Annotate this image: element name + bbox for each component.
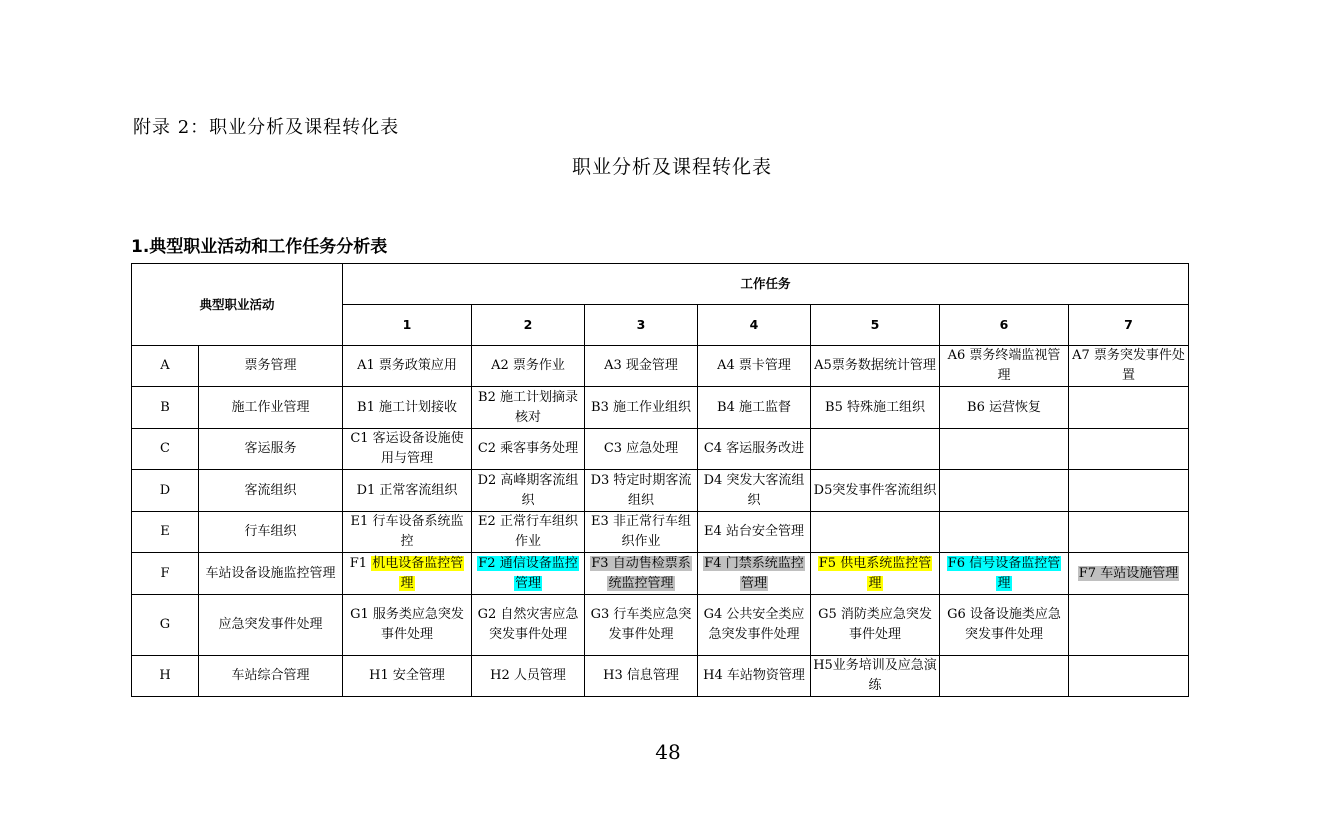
task-cell: B6 运营恢复 <box>940 387 1069 429</box>
row-code: G <box>132 595 199 656</box>
task-cell <box>1069 429 1189 470</box>
row-code: F <box>132 553 199 595</box>
task-cell <box>811 553 940 595</box>
task-cell: H3 信息管理 <box>585 656 698 697</box>
table-row <box>132 553 1189 595</box>
task-column-header: 2 <box>472 305 585 346</box>
task-cell: D1 正常客流组织 <box>343 470 472 512</box>
activity-cell: 施工作业管理 <box>199 387 343 429</box>
activity-cell: 应急突发事件处理 <box>199 595 343 656</box>
task-cell <box>811 429 940 470</box>
task-code: F1 <box>349 555 372 571</box>
highlighted-task-text: F3 自动售检票系统监控管理 <box>591 555 691 591</box>
task-cell: H5业务培训及应急演练 <box>811 656 940 697</box>
activity-cell: 票务管理 <box>199 346 343 387</box>
task-cell <box>1069 387 1189 429</box>
task-column-header: 7 <box>1069 305 1189 346</box>
task-cell: E2 正常行车组织作业 <box>472 512 585 553</box>
task-cell: E1 行车设备系统监控 <box>343 512 472 553</box>
page-number: 48 <box>655 740 681 764</box>
task-column-header: 4 <box>698 305 811 346</box>
task-cell: C4 客运服务改进 <box>698 429 811 470</box>
task-cell: D3 特定时期客流组织 <box>585 470 698 512</box>
task-cell: D4 突发大客流组织 <box>698 470 811 512</box>
activity-cell: 车站综合管理 <box>199 656 343 697</box>
task-cell: G3 行车类应急突发事件处理 <box>585 595 698 656</box>
task-cell: C3 应急处理 <box>585 429 698 470</box>
task-column-header: 6 <box>940 305 1069 346</box>
task-cell <box>940 553 1069 595</box>
task-column-header: 5 <box>811 305 940 346</box>
task-cell: G5 消防类应急突发事件处理 <box>811 595 940 656</box>
row-code: A <box>132 346 199 387</box>
task-cell <box>1069 553 1189 595</box>
task-cell: A3 现金管理 <box>585 346 698 387</box>
section-title: 1.典型职业活动和工作任务分析表 <box>131 237 388 257</box>
task-cell: D2 高峰期客流组织 <box>472 470 585 512</box>
document-title: 职业分析及课程转化表 <box>571 156 772 178</box>
table-row <box>132 387 1189 429</box>
appendix-label: 附录 2：职业分析及课程转化表 <box>133 117 400 138</box>
task-cell: H2 人员管理 <box>472 656 585 697</box>
task-cell <box>1069 512 1189 553</box>
activity-cell: 行车组织 <box>199 512 343 553</box>
task-cell: B1 施工计划接收 <box>343 387 472 429</box>
highlighted-task-text: F7 车站设施管理 <box>1078 565 1179 581</box>
task-cell: G4 公共安全类应急突发事件处理 <box>698 595 811 656</box>
task-cell: B4 施工监督 <box>698 387 811 429</box>
task-column-header: 1 <box>343 305 472 346</box>
table-row <box>132 346 1189 387</box>
row-code: H <box>132 656 199 697</box>
task-cell <box>343 553 472 595</box>
activity-cell: 客运服务 <box>199 429 343 470</box>
task-cell: G6 设备设施类应急突发事件处理 <box>940 595 1069 656</box>
task-cell: A4 票卡管理 <box>698 346 811 387</box>
row-code: E <box>132 512 199 553</box>
highlighted-task-text: F4 门禁系统监控管理 <box>704 555 804 591</box>
task-cell: E3 非正常行车组织作业 <box>585 512 698 553</box>
table-row <box>132 656 1189 697</box>
task-cell: A6 票务终端监视管理 <box>940 346 1069 387</box>
task-cell: E4 站台安全管理 <box>698 512 811 553</box>
task-cell <box>811 512 940 553</box>
task-cell <box>585 553 698 595</box>
task-cell: B2 施工计划摘录核对 <box>472 387 585 429</box>
analysis-table <box>131 263 1189 697</box>
task-cell: C2 乘客事务处理 <box>472 429 585 470</box>
row-code: D <box>132 470 199 512</box>
highlighted-task-text: F5 供电系统监控管理 <box>818 555 932 591</box>
task-cell <box>940 470 1069 512</box>
task-cell: A7 票务突发事件处置 <box>1069 346 1189 387</box>
task-cell <box>1069 595 1189 656</box>
highlighted-task-text: F6 信号设备监控管理 <box>947 555 1061 591</box>
activity-cell: 客流组织 <box>199 470 343 512</box>
task-cell: B3 施工作业组织 <box>585 387 698 429</box>
row-code: C <box>132 429 199 470</box>
task-cell: A1 票务政策应用 <box>343 346 472 387</box>
task-column-header: 3 <box>585 305 698 346</box>
table-row <box>132 470 1189 512</box>
task-cell <box>1069 470 1189 512</box>
task-cell <box>940 512 1069 553</box>
task-cell: G1 服务类应急突发事件处理 <box>343 595 472 656</box>
task-cell <box>698 553 811 595</box>
task-cell: A5票务数据统计管理 <box>811 346 940 387</box>
task-cell: C1 客运设备设施使用与管理 <box>343 429 472 470</box>
task-header: 工作任务 <box>343 264 1189 305</box>
task-cell: B5 特殊施工组织 <box>811 387 940 429</box>
table-row <box>132 595 1189 656</box>
activity-cell: 车站设备设施监控管理 <box>199 553 343 595</box>
highlighted-task-text: 机电设备监控管理 <box>372 555 464 591</box>
table-row <box>132 512 1189 553</box>
task-cell: D5突发事件客流组织 <box>811 470 940 512</box>
task-cell: H4 车站物资管理 <box>698 656 811 697</box>
task-cell <box>940 429 1069 470</box>
task-cell <box>1069 656 1189 697</box>
highlighted-task-text: F2 通信设备监控管理 <box>478 555 578 591</box>
table-row <box>132 429 1189 470</box>
task-cell <box>940 656 1069 697</box>
task-cell: G2 自然灾害应急突发事件处理 <box>472 595 585 656</box>
activity-header: 典型职业活动 <box>132 264 343 346</box>
task-cell: A2 票务作业 <box>472 346 585 387</box>
task-cell <box>472 553 585 595</box>
task-cell: H1 安全管理 <box>343 656 472 697</box>
row-code: B <box>132 387 199 429</box>
